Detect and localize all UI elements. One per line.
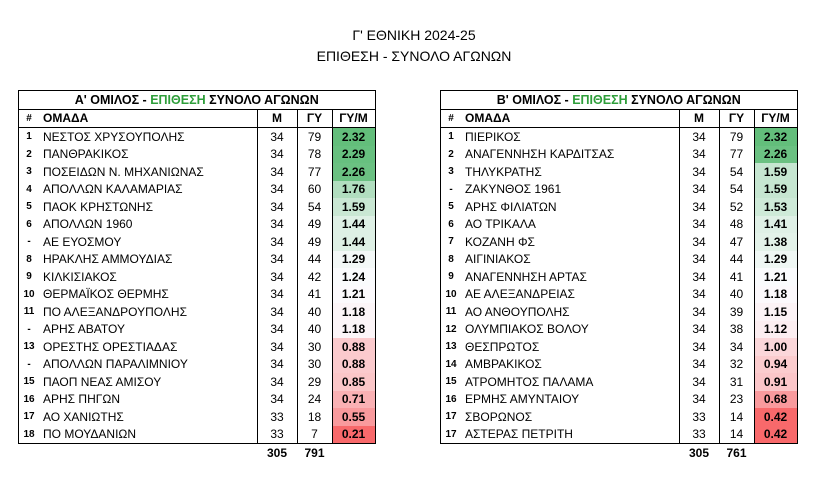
team-goals: 39	[719, 303, 754, 321]
team-goals-per-match: 0.88	[332, 338, 375, 356]
col-team-header: ΟΜΑΔΑ	[39, 109, 257, 128]
table-row	[441, 356, 798, 374]
team-name: ΠΑΟΚ ΚΡΗΣΤΩΝΗΣ	[43, 199, 154, 214]
table-row	[19, 128, 376, 146]
col-team-header: ΟΜΑΔΑ	[461, 109, 679, 128]
table-row	[19, 146, 376, 164]
table-row	[19, 233, 376, 251]
team-name: ΝΕΣΤΟΣ ΧΡΥΣΟΥΠΟΛΗΣ	[43, 129, 185, 144]
group-b-rows	[441, 128, 798, 444]
team-goals: 44	[297, 251, 332, 269]
team-rank: 5	[19, 198, 40, 216]
team-goals-per-match: 2.32	[754, 128, 797, 146]
total-matches: 305	[688, 445, 710, 460]
team-rank: 18	[19, 426, 40, 444]
team-goals: 54	[297, 198, 332, 216]
team-goals: 79	[297, 128, 332, 146]
team-goals: 52	[719, 198, 754, 216]
team-matches: 34	[257, 268, 297, 286]
table-row	[441, 163, 798, 181]
team-goals: 38	[719, 321, 754, 339]
team-goals-per-match: 1.59	[332, 198, 375, 216]
col-goals-header: ΓΥ	[719, 109, 754, 128]
team-name: ΑΟ ΧΑΝΙΩΤΗΣ	[43, 409, 124, 424]
group-b-table	[440, 90, 798, 462]
team-goals: 29	[297, 373, 332, 391]
team-matches: 34	[679, 128, 719, 146]
team-goals-per-match: 1.53	[754, 198, 797, 216]
team-name: ΑΝΑΓΕΝΝΗΣΗ ΑΡΤΑΣ	[465, 269, 587, 284]
table-row	[19, 216, 376, 234]
page-title: Γ' ΕΘΝΙΚΗ 2024-25	[352, 27, 476, 43]
team-matches: 34	[679, 321, 719, 339]
group-b-header-accent: ΕΠΙΘΕΣΗ	[572, 92, 628, 107]
team-rank: 15	[441, 373, 462, 391]
total-matches: 305	[266, 445, 288, 460]
team-name: ΠΙΕΡΙΚΟΣ	[465, 129, 521, 144]
team-goals-per-match: 0.88	[332, 356, 375, 374]
team-rank: 10	[19, 286, 40, 304]
team-matches: 33	[679, 408, 719, 426]
team-name: ΑΝΑΓΕΝΝΗΣΗ ΚΑΡΔΙΤΣΑΣ	[465, 147, 615, 162]
team-goals: 47	[719, 233, 754, 251]
table-row	[19, 321, 376, 339]
team-matches: 34	[679, 163, 719, 181]
team-goals-per-match: 1.21	[754, 268, 797, 286]
team-rank: 3	[19, 163, 40, 181]
team-matches: 34	[257, 321, 297, 339]
team-rank: 9	[19, 268, 40, 286]
table-row	[441, 128, 798, 146]
team-goals-per-match: 0.21	[332, 426, 375, 444]
team-rank: 5	[441, 198, 462, 216]
team-goals-per-match: 1.59	[754, 181, 797, 199]
team-goals: 40	[297, 303, 332, 321]
team-matches: 34	[679, 338, 719, 356]
team-goals: 34	[719, 338, 754, 356]
team-goals-per-match: 2.32	[332, 128, 375, 146]
team-name: ΖΑΚΥΝΘΟΣ 1961	[465, 182, 562, 197]
table-row	[19, 268, 376, 286]
team-matches: 34	[679, 303, 719, 321]
team-rank: 2	[441, 146, 462, 164]
table-row	[441, 373, 798, 391]
team-goals-per-match: 2.29	[332, 146, 375, 164]
team-matches: 34	[257, 303, 297, 321]
team-name: ΑΟ ΑΝΘΟΥΠΟΛΗΣ	[465, 304, 570, 319]
team-matches: 34	[679, 391, 719, 409]
team-goals-per-match: 1.00	[754, 338, 797, 356]
team-goals: 41	[719, 268, 754, 286]
team-name: ΑΡΗΣ ΦΙΛΙΑΤΩΝ	[465, 199, 557, 214]
group-b-header-suffix: ΣΥΝΟΛΟ ΑΓΩΝΩΝ	[627, 92, 741, 107]
team-matches: 34	[679, 216, 719, 234]
team-matches: 34	[257, 286, 297, 304]
team-rank: 13	[441, 338, 462, 356]
team-rank: 16	[19, 391, 40, 409]
team-goals-per-match: 1.18	[332, 321, 375, 339]
team-goals-per-match: 0.42	[754, 408, 797, 426]
team-goals: 14	[719, 408, 754, 426]
team-name: ΠΟ ΜΟΥΔΑΝΙΩΝ	[39, 426, 257, 444]
group-b-header-row	[441, 91, 798, 110]
team-rank: 16	[441, 391, 462, 409]
table-row	[441, 198, 798, 216]
table-row	[19, 181, 376, 199]
team-goals: 54	[719, 181, 754, 199]
group-b-totals-row	[441, 444, 798, 462]
team-matches: 34	[257, 338, 297, 356]
table-row	[441, 426, 798, 444]
team-rank: 11	[19, 303, 40, 321]
team-name: ΑΠΟΛΛΩΝ ΚΑΛΑΜΑΡΙΑΣ	[43, 182, 183, 197]
team-rank: 15	[19, 373, 40, 391]
team-matches: 33	[679, 426, 719, 444]
team-name: ΠΟΣΕΙΔΩΝ Ν. ΜΗΧΑΝΙΩΝΑΣ	[43, 164, 204, 179]
team-matches: 34	[257, 198, 297, 216]
team-matches: 34	[257, 356, 297, 374]
table-row	[19, 391, 376, 409]
team-goals: 49	[297, 233, 332, 251]
team-matches: 34	[257, 181, 297, 199]
table-row	[441, 181, 798, 199]
team-name: ΠΑΟΠ ΝΕΑΣ ΑΜΙΣΟΥ	[43, 374, 162, 389]
col-matches-header: Μ	[679, 109, 719, 128]
team-goals-per-match: 1.21	[332, 286, 375, 304]
col-ratio-header: ΓΥ/Μ	[332, 109, 375, 128]
total-goals: 761	[726, 445, 747, 460]
table-row	[19, 426, 376, 444]
team-goals: 42	[297, 268, 332, 286]
team-goals: 77	[297, 163, 332, 181]
team-rank: 3	[441, 163, 462, 181]
team-matches: 34	[679, 251, 719, 269]
table-row	[441, 321, 798, 339]
table-row	[19, 303, 376, 321]
team-name: ΑΡΗΣ ΑΒΑΤΟΥ	[43, 322, 125, 337]
team-matches: 34	[257, 163, 297, 181]
team-goals: 24	[297, 391, 332, 409]
team-goals: 79	[719, 128, 754, 146]
team-matches: 34	[679, 268, 719, 286]
team-goals: 77	[719, 146, 754, 164]
page-subtitle: ΕΠΙΘΕΣΗ - ΣΥΝΟΛΟ ΑΓΩΝΩΝ	[316, 48, 512, 64]
team-rank: 12	[441, 321, 462, 339]
team-goals: 78	[297, 146, 332, 164]
team-rank: -	[19, 321, 40, 339]
team-name: ΠΑΝΘΡΑΚΙΚΟΣ	[43, 147, 129, 162]
table-row	[19, 251, 376, 269]
team-matches: 34	[679, 181, 719, 199]
team-rank: 14	[441, 356, 462, 374]
team-goals-per-match: 1.44	[332, 233, 375, 251]
team-goals-per-match: 0.42	[754, 426, 797, 444]
table-row	[19, 356, 376, 374]
group-a-table	[18, 90, 376, 462]
table-row	[441, 303, 798, 321]
team-matches: 34	[257, 146, 297, 164]
team-matches: 34	[679, 146, 719, 164]
team-rank: 17	[441, 426, 462, 444]
team-name: ΑΣΤΕΡΑΣ ΠΕΤΡΙΤΗ	[461, 426, 679, 444]
table-row	[19, 163, 376, 181]
team-goals: 32	[719, 356, 754, 374]
table-row	[441, 286, 798, 304]
team-goals: 41	[297, 286, 332, 304]
table-row	[441, 216, 798, 234]
team-rank: -	[441, 181, 462, 199]
team-rank: 1	[19, 128, 40, 146]
col-rank-header: #	[441, 109, 462, 128]
team-matches: 34	[679, 233, 719, 251]
team-rank: 13	[19, 338, 40, 356]
team-goals-per-match: 2.26	[332, 163, 375, 181]
team-goals-per-match: 1.18	[332, 303, 375, 321]
team-rank: 6	[441, 216, 462, 234]
team-rank: 10	[441, 286, 462, 304]
team-rank: -	[19, 356, 40, 374]
team-name: ΟΛΥΜΠΙΑΚΟΣ ΒΟΛΟΥ	[465, 322, 589, 337]
table-row	[441, 268, 798, 286]
team-goals-per-match: 1.18	[754, 286, 797, 304]
group-a-header-suffix: ΣΥΝΟΛΟ ΑΓΩΝΩΝ	[205, 92, 319, 107]
team-name: ΑΠΟΛΛΩΝ 1960	[43, 217, 133, 232]
team-rank: 17	[19, 408, 40, 426]
table-row	[19, 286, 376, 304]
team-name: ΑΙΓΙΝΙΑΚΟΣ	[465, 252, 531, 267]
team-matches: 34	[257, 251, 297, 269]
team-goals-per-match: 0.55	[332, 408, 375, 426]
team-goals-per-match: 1.15	[754, 303, 797, 321]
col-rank-header: #	[19, 109, 40, 128]
team-rank: 1	[441, 128, 462, 146]
team-rank: 7	[441, 233, 462, 251]
team-goals: 18	[297, 408, 332, 426]
group-b-header-prefix: Β' ΟΜΙΛΟΣ -	[496, 92, 573, 107]
team-goals-per-match: 1.38	[754, 233, 797, 251]
team-rank: 9	[441, 268, 462, 286]
group-a-column-headers	[19, 109, 376, 128]
team-goals-per-match: 1.59	[754, 163, 797, 181]
table-row	[441, 233, 798, 251]
team-matches: 34	[257, 216, 297, 234]
team-goals: 54	[719, 163, 754, 181]
table-row	[19, 373, 376, 391]
team-rank: 17	[441, 408, 462, 426]
team-name: ΤΗΛΥΚΡΑΤΗΣ	[465, 164, 542, 179]
team-name: ΘΕΣΠΡΩΤΟΣ	[465, 339, 540, 354]
team-goals: 48	[719, 216, 754, 234]
team-goals-per-match: 0.68	[754, 391, 797, 409]
team-goals: 14	[719, 426, 754, 444]
team-matches: 34	[257, 391, 297, 409]
team-name: ΑΡΗΣ ΠΗΓΩΝ	[43, 392, 121, 407]
team-goals: 7	[297, 426, 332, 444]
team-matches: 34	[679, 373, 719, 391]
team-rank: 8	[441, 251, 462, 269]
team-goals-per-match: 0.94	[754, 356, 797, 374]
team-rank: 2	[19, 146, 40, 164]
group-b-column-headers	[441, 109, 798, 128]
team-goals: 60	[297, 181, 332, 199]
team-goals: 30	[297, 356, 332, 374]
table-row	[441, 146, 798, 164]
group-a-header-prefix: Α' ΟΜΙΛΟΣ -	[74, 92, 151, 107]
team-matches: 33	[257, 426, 297, 444]
team-goals: 40	[719, 286, 754, 304]
team-goals-per-match: 0.85	[332, 373, 375, 391]
team-matches: 34	[679, 286, 719, 304]
table-row	[19, 338, 376, 356]
team-goals: 30	[297, 338, 332, 356]
group-b-header	[441, 91, 798, 110]
team-name: ΑΕ ΑΛΕΞΑΝΔΡΕΙΑΣ	[465, 287, 575, 302]
team-name: ΚΟΖΑΝΗ ΦΣ	[465, 234, 535, 249]
team-name: ΕΡΜΗΣ ΑΜΥΝΤΑΙΟΥ	[465, 392, 580, 407]
team-matches: 34	[679, 356, 719, 374]
team-name: ΑΕ ΕΥΟΣΜΟΥ	[43, 234, 122, 249]
team-rank: -	[19, 233, 40, 251]
team-goals: 49	[297, 216, 332, 234]
team-name: ΗΡΑΚΛΗΣ ΑΜΜΟΥΔΙΑΣ	[43, 252, 173, 267]
col-ratio-header: ΓΥ/Μ	[754, 109, 797, 128]
team-goals: 44	[719, 251, 754, 269]
total-goals: 791	[304, 445, 325, 460]
team-goals-per-match: 1.29	[754, 251, 797, 269]
table-row	[441, 408, 798, 426]
team-name: ΑΜΒΡΑΚΙΚΟΣ	[465, 357, 542, 372]
team-rank: 11	[441, 303, 462, 321]
team-name: ΠΟ ΑΛΕΞΑΝΔΡΟΥΠΟΛΗΣ	[43, 304, 188, 319]
team-matches: 34	[257, 128, 297, 146]
team-matches: 34	[679, 198, 719, 216]
team-goals-per-match: 1.41	[754, 216, 797, 234]
team-name: ΑΠΟΛΛΩΝ ΠΑΡΑΛΙΜΝΙΟΥ	[43, 357, 188, 372]
team-name: ΘΕΡΜΑΪΚΟΣ ΘΕΡΜΗΣ	[43, 287, 169, 302]
table-row	[441, 338, 798, 356]
team-goals-per-match: 0.71	[332, 391, 375, 409]
team-rank: 8	[19, 251, 40, 269]
team-name: ΟΡΕΣΤΗΣ ΟΡΕΣΤΙΑΔΑΣ	[43, 339, 178, 354]
group-a-header-row	[19, 91, 376, 110]
team-rank: 6	[19, 216, 40, 234]
table-row	[19, 198, 376, 216]
table-row	[19, 408, 376, 426]
team-goals-per-match: 1.12	[754, 321, 797, 339]
team-matches: 34	[257, 233, 297, 251]
team-matches: 33	[257, 408, 297, 426]
col-matches-header: Μ	[257, 109, 297, 128]
team-goals-per-match: 1.29	[332, 251, 375, 269]
group-a-header	[19, 91, 376, 110]
team-goals-per-match: 0.91	[754, 373, 797, 391]
group-a-rows	[19, 128, 376, 444]
team-name: ΚΙΛΚΙΣΙΑΚΟΣ	[43, 269, 117, 284]
team-name: ΑΤΡΟΜΗΤΟΣ ΠΑΛΑΜΑ	[465, 374, 594, 389]
team-goals: 31	[719, 373, 754, 391]
group-a-header-accent: ΕΠΙΘΕΣΗ	[150, 92, 206, 107]
team-goals-per-match: 2.26	[754, 146, 797, 164]
table-row	[441, 391, 798, 409]
col-goals-header: ΓΥ	[297, 109, 332, 128]
table-row	[441, 251, 798, 269]
team-goals-per-match: 1.76	[332, 181, 375, 199]
team-matches: 34	[257, 373, 297, 391]
team-goals-per-match: 1.44	[332, 216, 375, 234]
team-goals: 40	[297, 321, 332, 339]
group-a-totals-row	[19, 444, 376, 462]
team-goals: 23	[719, 391, 754, 409]
team-rank: 4	[19, 181, 40, 199]
team-goals-per-match: 1.24	[332, 268, 375, 286]
team-name: ΑΟ ΤΡΙΚΑΛΑ	[465, 217, 536, 232]
team-name: ΣΒΟΡΩΝΟΣ	[465, 409, 533, 424]
